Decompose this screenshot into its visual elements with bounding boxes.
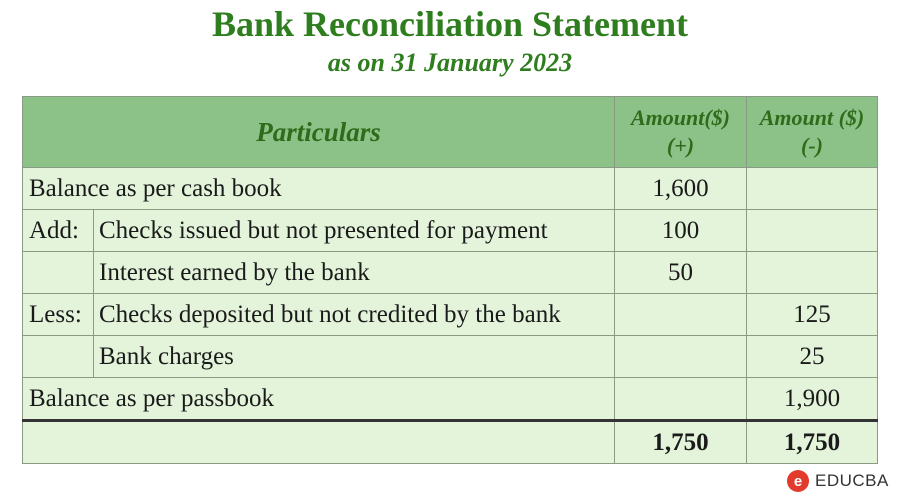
table-row	[23, 378, 878, 421]
table-row	[23, 294, 878, 336]
row-prefix	[23, 336, 94, 378]
amount-minus-cell	[747, 210, 878, 252]
totals-label-cell	[23, 421, 615, 464]
amount-minus-cell: 1,900	[747, 378, 878, 421]
table-header-row	[23, 97, 878, 168]
row-label: Checks deposited but not credited by the bank	[94, 294, 615, 336]
amount-plus-cell	[615, 378, 747, 421]
header-amount-minus	[747, 97, 878, 168]
educba-logo	[787, 468, 889, 494]
row-prefix: Less:	[23, 294, 94, 336]
header-amount-minus-line2: (-)	[801, 133, 823, 158]
row-label: Bank charges	[94, 336, 615, 378]
table-row	[23, 252, 878, 294]
amount-plus-cell: 1,600	[615, 168, 747, 210]
amount-minus-cell	[747, 252, 878, 294]
table-row	[23, 210, 878, 252]
row-prefix	[23, 252, 94, 294]
total-minus-cell: 1,750	[747, 421, 878, 464]
header-amount-plus-line2: (+)	[666, 133, 695, 158]
header-particulars: Particulars	[23, 97, 615, 168]
amount-minus-cell	[747, 168, 878, 210]
row-label: Interest earned by the bank	[94, 252, 615, 294]
row-label: Checks issued but not presented for payment	[94, 210, 615, 252]
statement-title: Bank Reconciliation Statement	[212, 4, 688, 44]
amount-plus-cell	[615, 336, 747, 378]
amount-minus-cell: 125	[747, 294, 878, 336]
total-plus-cell: 1,750	[615, 421, 747, 464]
table-row	[23, 168, 878, 210]
amount-plus-cell: 50	[615, 252, 747, 294]
header-amount-minus-line1: Amount ($)	[759, 105, 865, 130]
statement-date: as on 31 January 2023	[327, 48, 573, 77]
educba-logo-text: EDUCBA	[815, 471, 889, 490]
amount-plus-cell	[615, 294, 747, 336]
totals-row	[23, 421, 878, 464]
amount-plus-cell: 100	[615, 210, 747, 252]
reconciliation-table	[22, 96, 878, 464]
header-amount-plus	[615, 97, 747, 168]
amount-minus-cell: 25	[747, 336, 878, 378]
row-label: Balance as per cash book	[23, 168, 615, 210]
row-prefix: Add:	[23, 210, 94, 252]
row-label: Balance as per passbook	[23, 378, 615, 421]
header-amount-plus-line1: Amount($)	[630, 105, 731, 130]
educba-logo-icon: e	[787, 470, 809, 492]
table-row	[23, 336, 878, 378]
